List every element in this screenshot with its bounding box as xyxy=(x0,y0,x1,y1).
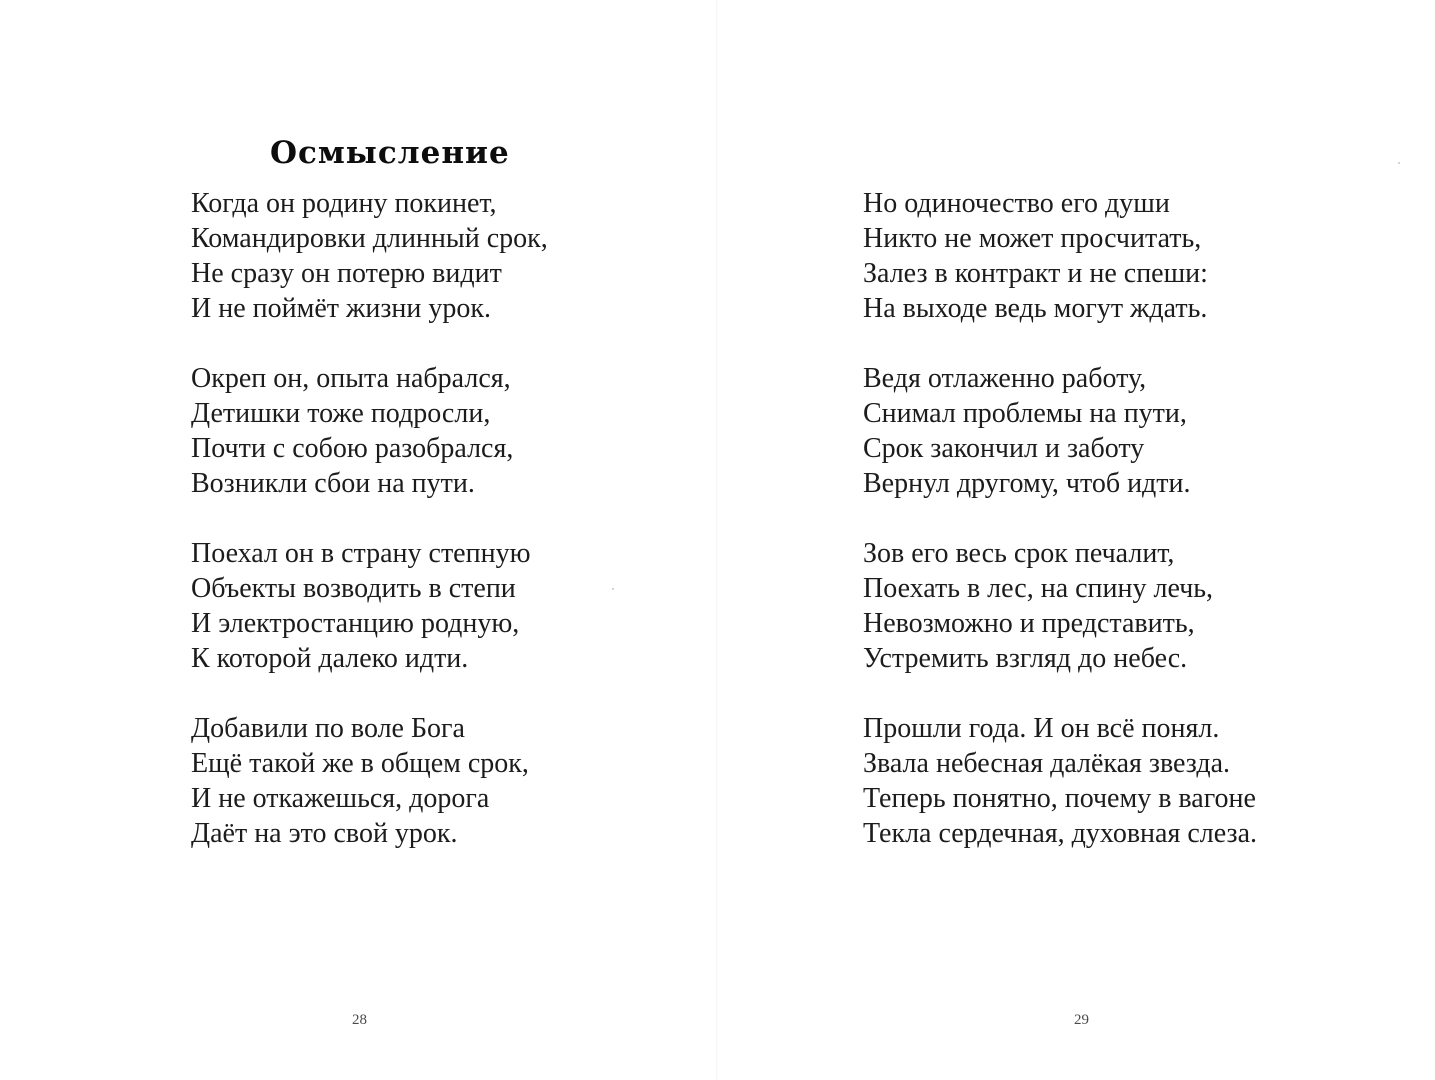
poem-line: Поехать в лес, на спину лечь, xyxy=(863,573,1214,604)
stanza xyxy=(863,186,1257,326)
poem-line: Поехал он в страну степную xyxy=(191,538,531,569)
poem-line: Не сразу он потерю видит xyxy=(191,258,502,289)
stanza xyxy=(191,186,548,326)
poem-line: Ведя отлаженно работу, xyxy=(863,363,1147,394)
poem-line: Зов его весь срок печалит, xyxy=(863,538,1175,569)
poem-line: И не поймёт жизни урок. xyxy=(191,293,491,324)
stanza xyxy=(863,711,1257,851)
poem-body-right xyxy=(863,186,1257,886)
poem-line: Даёт на это свой урок. xyxy=(191,818,458,849)
poem-line: К которой далеко идти. xyxy=(191,643,469,674)
poem-line: Срок закончил и заботу xyxy=(863,433,1145,464)
poem-line: Никто не может просчитать, xyxy=(863,223,1202,254)
stanza xyxy=(863,536,1257,676)
page-number-left: 28 xyxy=(352,1012,367,1028)
poem-line: Когда он родину покинет, xyxy=(191,188,497,219)
stanza xyxy=(191,361,548,501)
poem-line: И не откажешься, дорога xyxy=(191,783,490,814)
poem-title: Осмысление xyxy=(270,135,510,171)
stanza xyxy=(191,536,548,676)
poem-line: Но одиночество его души xyxy=(863,188,1170,219)
poem-line: И электростанцию родную, xyxy=(191,608,520,639)
poem-line: Звала небесная далёкая звезда. xyxy=(863,748,1231,779)
paper-speck xyxy=(612,588,614,590)
poem-line: Детишки тоже подросли, xyxy=(191,398,491,429)
poem-line: Командировки длинный срок, xyxy=(191,223,548,254)
poem-line: Текла сердечная, духовная слеза. xyxy=(863,818,1257,849)
poem-line: На выходе ведь могут ждать. xyxy=(863,293,1208,324)
right-page xyxy=(718,0,1435,1080)
paper-speck xyxy=(1398,162,1400,164)
poem-line: Объекты возводить в степи xyxy=(191,573,516,604)
stanza xyxy=(863,361,1257,501)
page-number-right: 29 xyxy=(1074,1012,1089,1028)
poem-line: Снимал проблемы на пути, xyxy=(863,398,1187,429)
stanza xyxy=(191,711,548,851)
poem-line: Добавили по воле Бога xyxy=(191,713,465,744)
poem-body-left xyxy=(191,186,548,886)
poem-line: Почти с собою разобрался, xyxy=(191,433,514,464)
poem-line: Возникли сбои на пути. xyxy=(191,468,475,499)
poem-line: Вернул другому, чтоб идти. xyxy=(863,468,1191,499)
poem-line: Залез в контракт и не спеши: xyxy=(863,258,1208,289)
left-page xyxy=(0,0,717,1080)
poem-line: Ещё такой же в общем срок, xyxy=(191,748,529,779)
poem-line: Невозможно и представить, xyxy=(863,608,1195,639)
poem-line: Устремить взгляд до небес. xyxy=(863,643,1188,674)
poem-line: Окреп он, опыта набрался, xyxy=(191,363,511,394)
poem-line: Прошли года. И он всё понял. xyxy=(863,713,1220,744)
poem-line: Теперь понятно, почему в вагоне xyxy=(863,783,1256,814)
